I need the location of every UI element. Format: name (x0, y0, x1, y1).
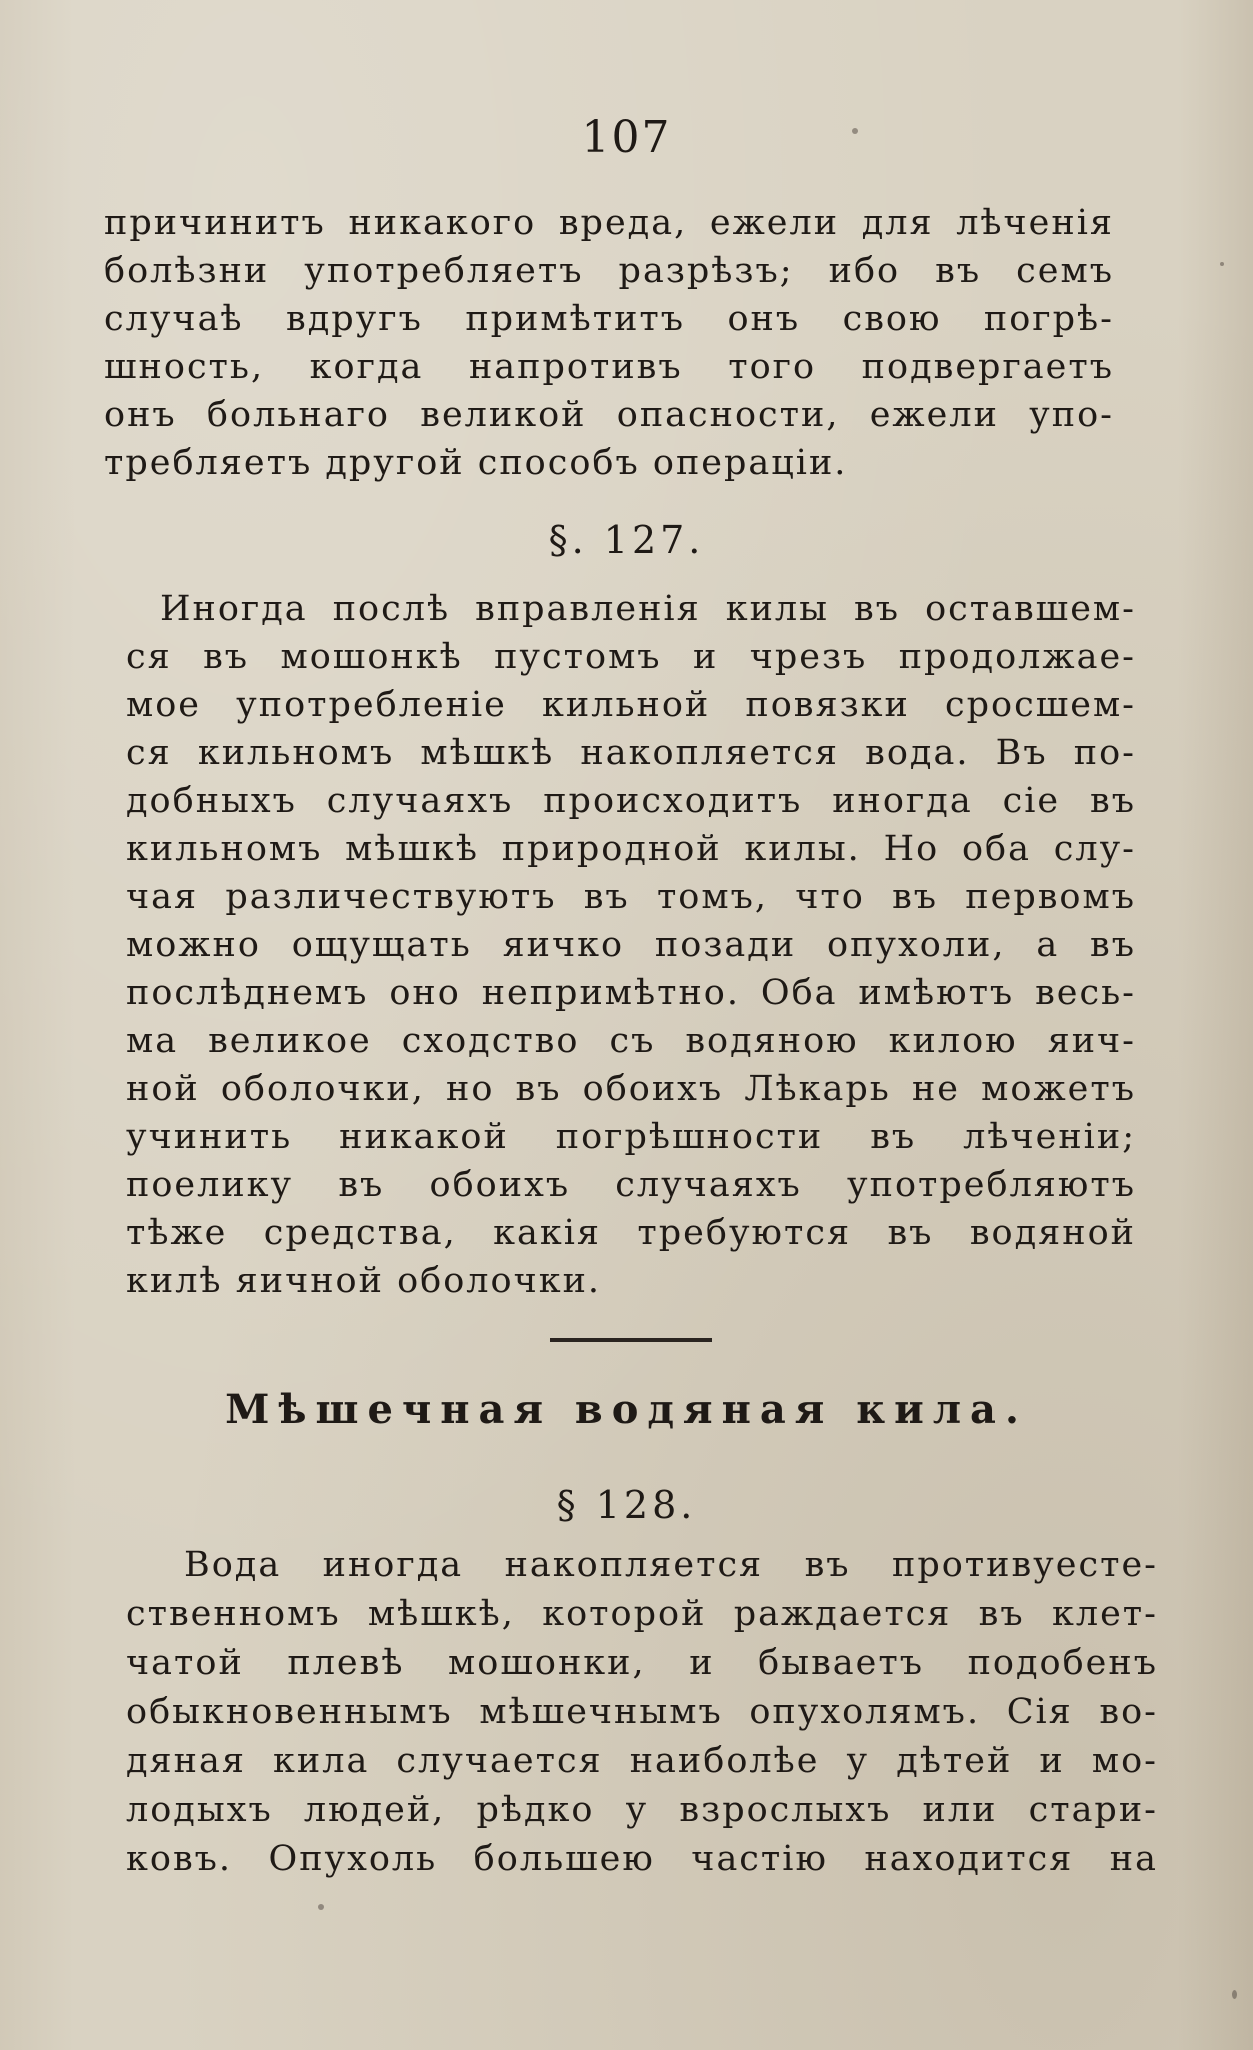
paragraph-1-line: онъ больнаго великой опасности, ежели упо- (104, 395, 1114, 435)
paragraph-2-line: поелику въ обоихъ случаяхъ употребляютъ (126, 1165, 1136, 1205)
paragraph-3-line: ковъ. Опухоль большею частію находится на (126, 1839, 1158, 1879)
paragraph-3-line: дяная кила случается наиболѣе у дѣтей и мо- (126, 1741, 1158, 1781)
paper-speck (852, 128, 858, 134)
paragraph-2-line: ся кильномъ мѣшкѣ накопляется вода. Въ по- (126, 733, 1136, 773)
paragraph-1-line: причинитъ никакого вреда, ежели для лѣченія (104, 203, 1114, 243)
paragraph-2-line: ной оболочки, но въ обоихъ Лѣкарь не можетъ (126, 1069, 1136, 1109)
paragraph-2-line: можно ощущать яичко позади опухоли, а въ (126, 925, 1136, 965)
paragraph-1-line: случаѣ вдругъ примѣтитъ онъ свою погрѣ- (104, 299, 1114, 339)
page-number: 107 (581, 112, 672, 163)
paragraph-2-line: чая различествуютъ въ томъ, что въ первомъ (126, 877, 1136, 917)
paragraph-3-line: ственномъ мѣшкѣ, которой раждается въ клет- (126, 1594, 1158, 1634)
paragraph-2-line: ма великое сходство съ водяною килою яич- (126, 1021, 1136, 1061)
paragraph-3-line: лодыхъ людей, рѣдко у взрослыхъ или стари- (126, 1790, 1158, 1830)
chapter-heading: Мѣшечная водяная кила. (225, 1386, 1028, 1433)
paragraph-3-line: чатой плевѣ мошонки, и бываетъ подобенъ (126, 1643, 1158, 1683)
section-divider (550, 1338, 712, 1342)
paragraph-2-line: тѣже средства, какія требуются въ водяной (126, 1213, 1136, 1253)
paragraph-1-line: требляетъ другой способъ операціи. (104, 443, 848, 483)
paragraph-3-line: обыкновеннымъ мѣшечнымъ опухолямъ. Сія во- (126, 1692, 1158, 1732)
paper-speck (1232, 1990, 1237, 1999)
paper-speck (318, 1904, 324, 1910)
paragraph-3-line: Вода иногда накопляется въ противуесте- (184, 1545, 1158, 1585)
paper-speck (1220, 262, 1224, 266)
section-127-heading: §. 127. (548, 518, 705, 562)
paragraph-2-line: кильномъ мѣшкѣ природной килы. Но оба слу- (126, 829, 1136, 869)
paragraph-2-line: послѣднемъ оно непримѣтно. Оба имѣютъ весь- (126, 973, 1136, 1013)
paragraph-2-line: ся въ мошонкѣ пустомъ и чрезъ продолжае- (126, 637, 1136, 677)
paragraph-2-line: мое употребленіе кильной повязки сросшем- (126, 685, 1136, 725)
paragraph-2-line: килѣ яичной оболочки. (126, 1261, 602, 1301)
section-128-heading: § 128. (556, 1483, 697, 1527)
paragraph-1-line: болѣзни употребляетъ разрѣзъ; ибо въ семъ (104, 251, 1114, 291)
paragraph-2-line: Иногда послѣ вправленія килы въ оставшем- (160, 589, 1136, 629)
paragraph-2-line: учинить никакой погрѣшности въ лѣченіи; (126, 1117, 1136, 1157)
paragraph-1-line: шность, когда напротивъ того подвергаетъ (104, 347, 1114, 387)
paragraph-2-line: добныхъ случаяхъ происходитъ иногда сіе въ (126, 781, 1136, 821)
